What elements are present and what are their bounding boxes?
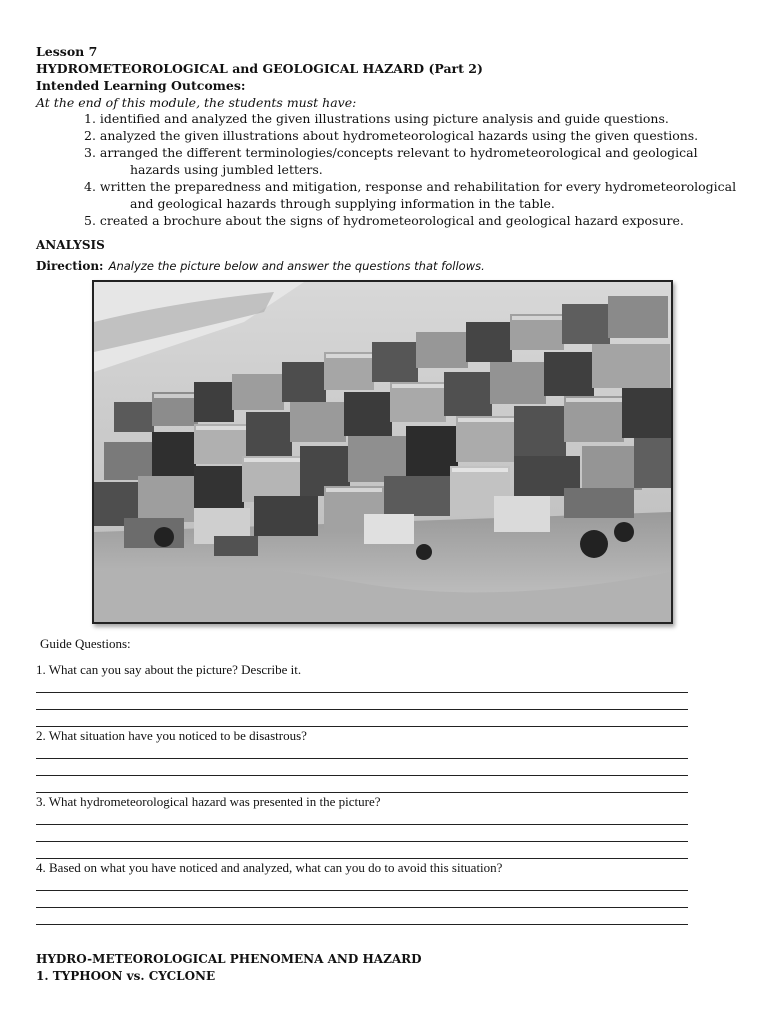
question-1: 1. What can you say about the picture? Describe it. — [36, 662, 302, 677]
direction-text: Analyze the picture below and answer the questions that follows. — [108, 259, 485, 273]
outcome-item: 4. written the preparedness and mitigation, response and rehabilitation for every hydrometeorological — [84, 179, 737, 194]
question-2: 2. What situation have you noticed to be disastrous? — [36, 728, 307, 743]
ilo-intro: At the end of this module, the students must have: — [36, 95, 357, 110]
direction-label: Direction: — [36, 259, 104, 273]
guide-questions-heading: Guide Questions: — [40, 636, 131, 651]
outcome-item: 5. created a brochure about the signs of hydrometeorological and geological hazard exposure. — [84, 213, 684, 228]
ilo-heading: Intended Learning Outcomes: — [36, 78, 246, 93]
lesson-title: HYDROMETEOROLOGICAL and GEOLOGICAL HAZARD (Part 2) — [36, 61, 483, 76]
answer-line[interactable] — [36, 726, 688, 727]
lesson-number: Lesson 7 — [36, 44, 98, 59]
answer-line[interactable] — [36, 841, 688, 842]
outcome-item: 2. analyzed the given illustrations about hydrometeorological hazards using the given questions. — [84, 128, 699, 143]
answer-line[interactable] — [36, 858, 688, 859]
outcome-item: 1. identified and analyzed the given illustrations using picture analysis and guide questions. — [84, 111, 669, 126]
flooded-houses-image — [94, 282, 671, 622]
question-3: 3. What hydrometeorological hazard was presented in the picture? — [36, 794, 381, 809]
answer-line[interactable] — [36, 758, 688, 759]
answer-line[interactable] — [36, 924, 688, 925]
analysis-heading: ANALYSIS — [36, 238, 105, 252]
answer-line[interactable] — [36, 775, 688, 776]
answer-line[interactable] — [36, 692, 688, 693]
outcome-item: 3. arranged the different terminologies/concepts relevant to hydrometeorological and geological — [84, 145, 698, 160]
section-title: HYDRO-METEOROLOGICAL PHENOMENA AND HAZARD — [36, 952, 422, 966]
answer-line[interactable] — [36, 709, 688, 710]
answer-line[interactable] — [36, 890, 688, 891]
question-4: 4. Based on what you have noticed and analyzed, what can you do to avoid this situation? — [36, 860, 503, 875]
answer-line[interactable] — [36, 907, 688, 908]
subsection-title: 1. TYPHOON vs. CYCLONE — [36, 969, 216, 983]
answer-line[interactable] — [36, 792, 688, 793]
answer-line[interactable] — [36, 824, 688, 825]
flood-photo — [92, 280, 673, 624]
outcome-item-continued: and geological hazards through supplying information in the table. — [130, 196, 555, 211]
outcome-item-continued: hazards using jumbled letters. — [130, 162, 323, 177]
direction — [36, 255, 485, 274]
